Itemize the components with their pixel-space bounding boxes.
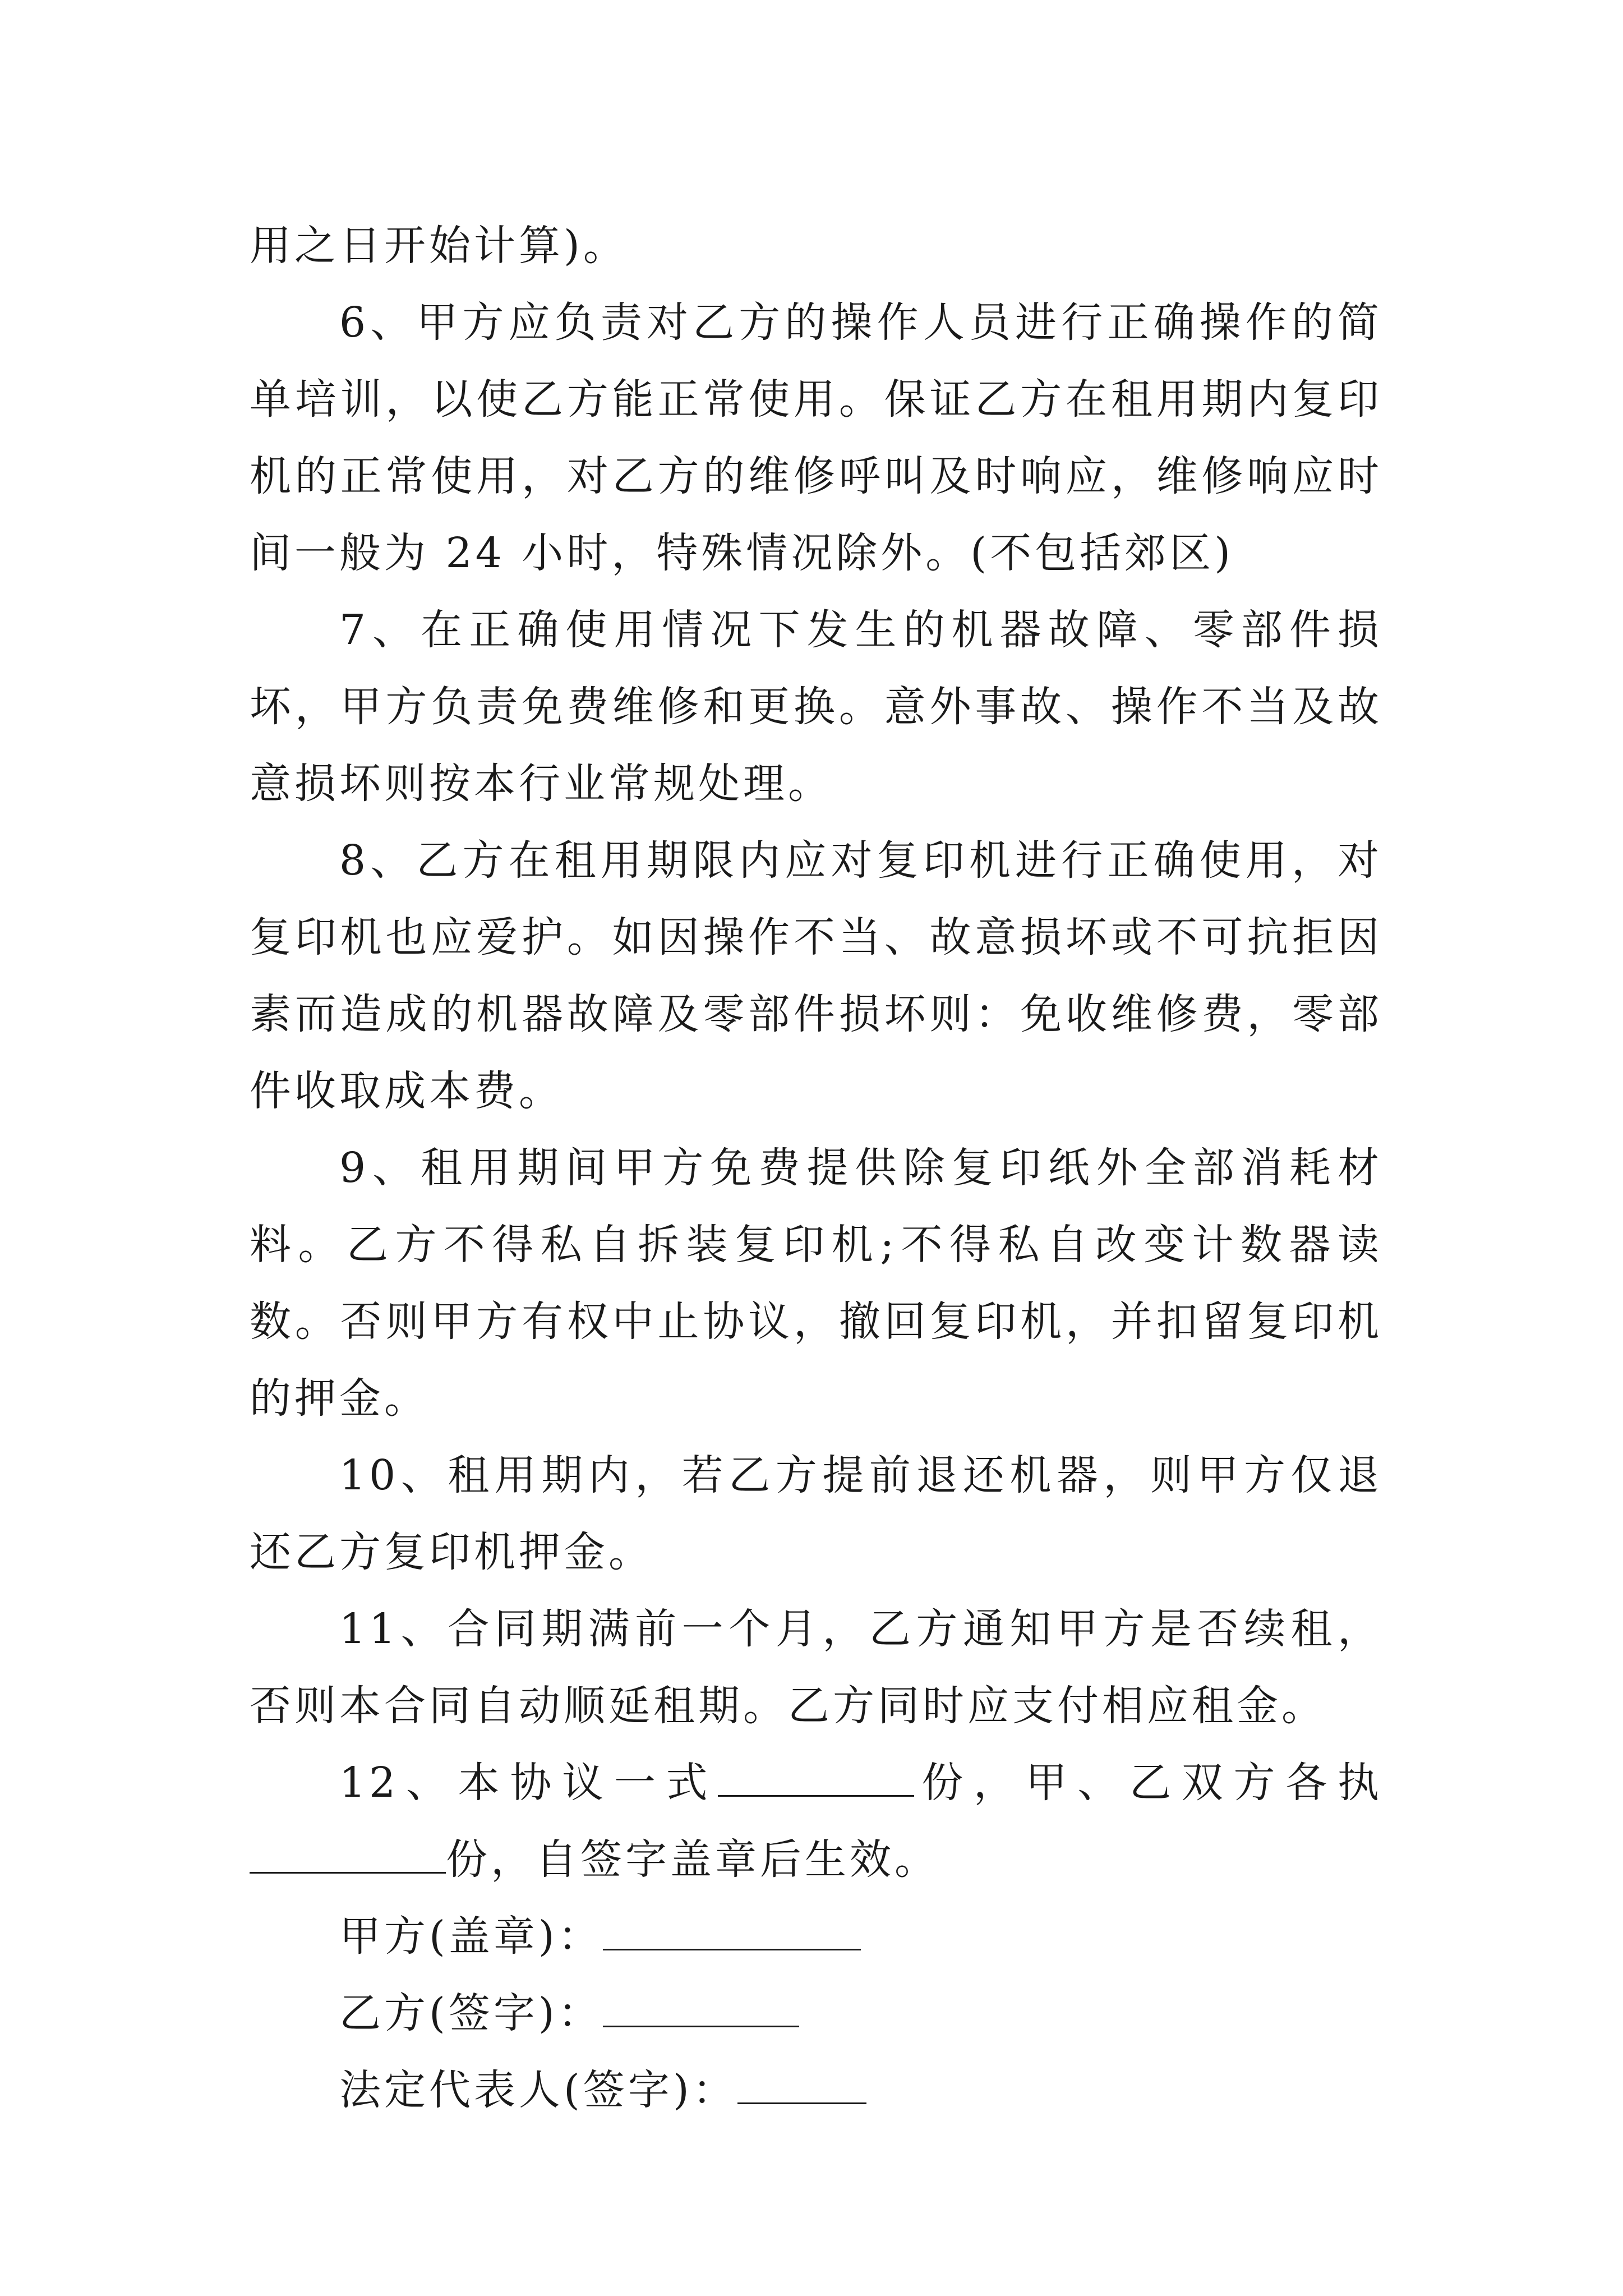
party-a-label: 甲方(盖章)：	[339, 1912, 603, 1961]
party-a-signature-line	[250, 1898, 1382, 1975]
clause-10: 10、租用期内，若乙方提前退还机器，则甲方仅退还乙方复印机押金。	[250, 1451, 1382, 1576]
party-b-blank	[603, 2025, 799, 2027]
clause-7: 7、在正确使用情况下发生的机器故障、零部件损坏，甲方负责免费维修和更换。意外事故、操作不当及故意损坏则按本行业常规处理。	[250, 606, 1382, 808]
clause-11: 11、合同期满前一个月，乙方通知甲方是否续租，否则本合同自动顺延租期。乙方同时应支付相应租金。	[250, 1605, 1382, 1730]
clause-9: 9、租用期间甲方免费提供除复印纸外全部消耗材料。乙方不得私自拆装复印机;不得私自改变计数器读数。否则甲方有权中止协议，撤回复印机，并扣留复印机的押金。	[250, 1144, 1382, 1423]
clause-12-part3: 份，自签字盖章后生效。	[446, 1835, 939, 1884]
clause-12-part2: 份，甲、乙双方各执	[914, 1759, 1382, 1807]
party-a-blank	[603, 1948, 861, 1950]
clause-12-part1: 12、本协议一式	[339, 1759, 718, 1807]
copies-total-blank	[718, 1795, 914, 1797]
continuation-text: 用之日开始计算)。	[250, 222, 628, 270]
legal-rep-blank	[737, 2102, 866, 2104]
document-body	[250, 208, 1382, 2129]
copies-each-blank	[250, 1871, 446, 1874]
clause-12	[250, 1745, 1382, 1898]
clause-6: 6、甲方应负责对乙方的操作人员进行正确操作的简单培训，以使乙方能正常使用。保证乙方在租用期内复印机的正常使用，对乙方的维修呼叫及时响应，维修响应时间一般为 24 小时，特殊情况除外。(不包括郊区)	[250, 298, 1382, 577]
clause-8: 8、乙方在租用期限内应对复印机进行正确使用，对复印机也应爱护。如因操作不当、故意损坏或不可抗拒因素而造成的机器故障及零部件损坏则：免收维修费，零部件收取成本费。	[250, 836, 1382, 1115]
party-b-label: 乙方(签字)：	[339, 1989, 603, 2037]
party-b-signature-line	[250, 1975, 1382, 2052]
legal-rep-signature-line	[250, 2052, 1382, 2129]
legal-rep-label: 法定代表人(签字)：	[339, 2066, 737, 2114]
